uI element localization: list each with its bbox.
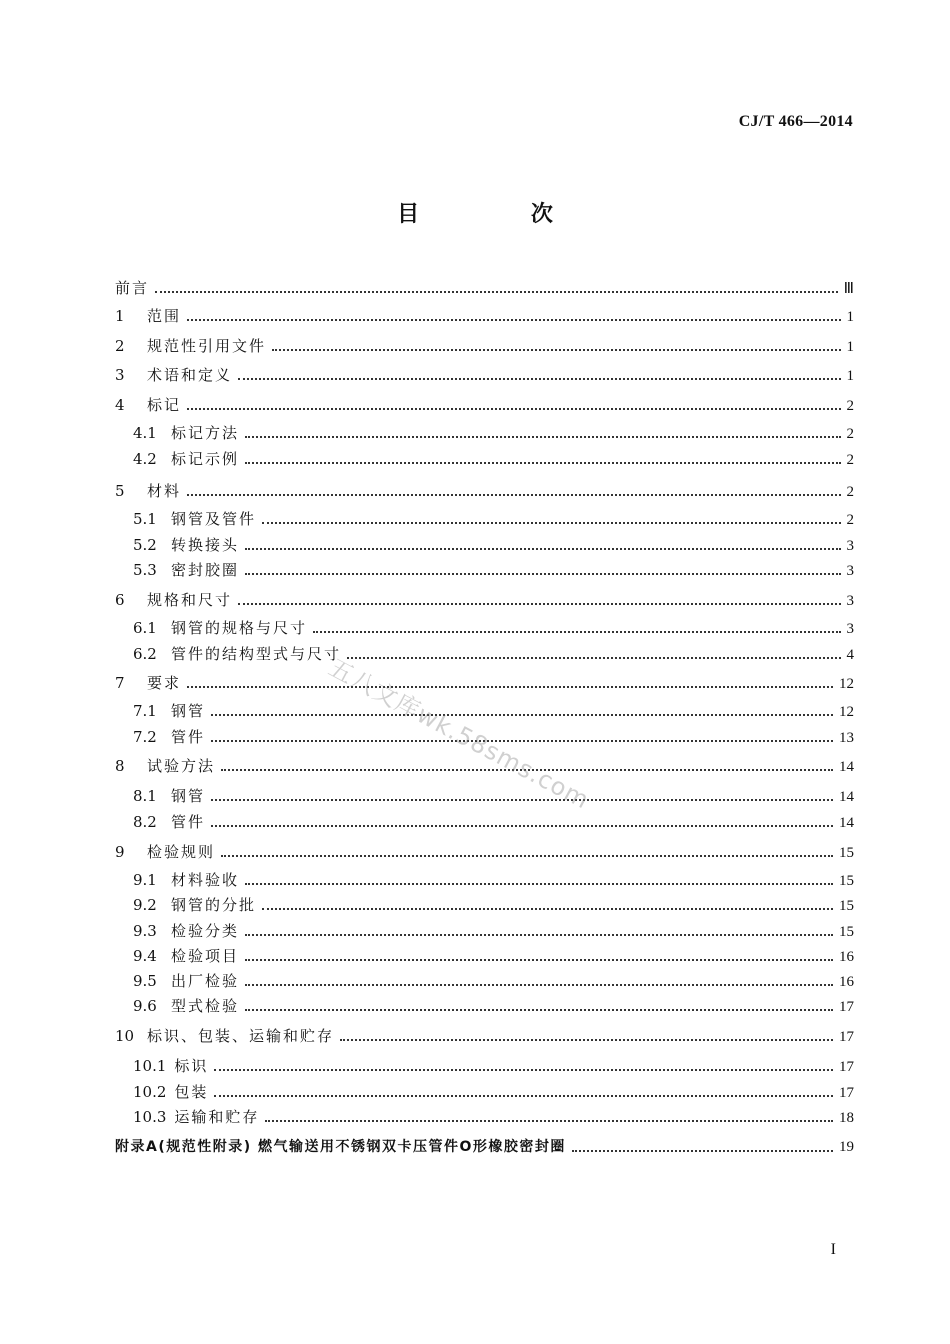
toc-entry-page: 15 (839, 873, 854, 889)
toc-entry-page: 19 (839, 1139, 854, 1155)
toc-entry-title: 管件 (171, 813, 206, 831)
toc-entry (115, 1136, 854, 1158)
dot-leader (214, 1068, 833, 1071)
toc-entry-title: 钢管的规格与尺寸 (171, 619, 308, 637)
toc-entry-title: 密封胶圈 (171, 561, 240, 579)
toc-entry-number: 9.4 (133, 947, 157, 965)
toc-entry-number: 9.1 (133, 871, 157, 889)
toc-entry-title: 管件 (171, 728, 206, 746)
toc-entry-title: 检验分类 (171, 922, 240, 940)
toc-entry-page: 12 (839, 704, 854, 720)
toc-entry-title: 钢管的分批 (171, 896, 257, 914)
toc-entry (133, 1081, 854, 1103)
toc-entry (133, 995, 854, 1017)
toc-entry (115, 1025, 854, 1047)
toc-entry (133, 448, 854, 470)
dot-leader (245, 933, 833, 936)
toc-entry-page: 14 (839, 759, 854, 775)
toc-entry-number: 7 (115, 674, 125, 692)
toc-entry-number: 6.2 (133, 645, 157, 663)
toc-entry-number: 5.3 (133, 561, 157, 579)
toc-entry-title: 运输和贮存 (174, 1108, 260, 1126)
dot-leader (187, 685, 833, 688)
dot-leader (262, 907, 833, 910)
dot-leader (211, 739, 833, 742)
toc-entry-title: 要求 (147, 674, 182, 692)
toc-entry-number: 4.2 (133, 450, 157, 468)
toc-entry-page: 16 (839, 974, 854, 990)
toc-entry-page: 4 (846, 647, 854, 663)
toc-entry-page: 3 (846, 621, 854, 637)
toc-entry-title: 检验项目 (171, 947, 240, 965)
toc-entry-page: 1 (846, 339, 854, 355)
dot-leader (245, 461, 840, 464)
toc-entry-title: 范围 (147, 307, 182, 325)
dot-leader (340, 1038, 833, 1041)
toc-entry-title: 规范性引用文件 (147, 337, 267, 355)
toc-entry-number: 9.2 (133, 896, 157, 914)
dot-leader (245, 958, 833, 961)
toc-entry-number: 9.3 (133, 922, 157, 940)
dot-leader (245, 1008, 833, 1011)
toc-entry-page: 2 (846, 398, 854, 414)
toc-entry-title: 包装 (174, 1083, 209, 1101)
dot-leader (211, 713, 833, 716)
toc-entry-number: 10.2 (133, 1083, 167, 1101)
toc-entry-page: 17 (839, 1059, 854, 1075)
toc-entry-title: 型式检验 (171, 997, 240, 1015)
toc-entry (115, 672, 854, 694)
toc-entry-page: 17 (839, 999, 854, 1015)
toc-entry-page: 2 (846, 484, 854, 500)
toc-entry-number: 2 (115, 337, 125, 355)
toc-entry (133, 1055, 854, 1077)
dot-leader (187, 407, 840, 410)
dot-leader (155, 290, 838, 293)
dot-leader (245, 572, 840, 575)
toc-entry (115, 364, 854, 386)
toc-entry (115, 589, 854, 611)
toc-entry-number: 9.6 (133, 997, 157, 1015)
toc-entry-page: 16 (839, 949, 854, 965)
toc-entry-title: 标识、包装、运输和贮存 (147, 1027, 335, 1045)
toc-title: 目 次 (397, 202, 605, 227)
toc-entry-number: 8.2 (133, 813, 157, 831)
page-number: I (830, 1241, 836, 1258)
toc-entry (133, 785, 854, 807)
toc-entry-title: 出厂检验 (171, 972, 240, 990)
toc-entry (133, 643, 854, 665)
toc-entry-page: 17 (839, 1029, 854, 1045)
toc-entry-page: 3 (846, 593, 854, 609)
toc-entry-page: 3 (846, 538, 854, 554)
toc-entry (133, 920, 854, 942)
standard-code: CJ/T 466—2014 (738, 113, 853, 130)
toc-entry-number: 10 (115, 1027, 135, 1045)
toc-entry-page: 2 (846, 426, 854, 442)
toc-entry-page: 3 (846, 563, 854, 579)
toc-entry (115, 305, 854, 327)
toc-entry-number: 1 (115, 307, 125, 325)
dot-leader (265, 1119, 833, 1122)
toc-entry-page: 17 (839, 1085, 854, 1101)
toc-entry (133, 559, 854, 581)
toc-entry (115, 335, 854, 357)
toc-entry-page: 14 (839, 815, 854, 831)
toc-entry (133, 869, 854, 891)
dot-leader (211, 798, 833, 801)
toc-entry-number: 4.1 (133, 424, 157, 442)
toc-entry-number: 4 (115, 396, 125, 414)
toc-entry-title: 标记方法 (171, 424, 240, 442)
toc-entry-title: 管件的结构型式与尺寸 (171, 645, 342, 663)
toc-entry-number: 6 (115, 591, 125, 609)
toc-entry (115, 277, 854, 299)
toc-entry-number: 8.1 (133, 787, 157, 805)
toc-entry-page: Ⅲ (843, 281, 854, 297)
toc-entry-title: 试验方法 (147, 757, 216, 775)
toc-entry-title: 钢管 (171, 787, 206, 805)
toc-entry (133, 508, 854, 530)
toc-entry-title: 前言 (115, 279, 150, 297)
toc-entry (133, 1106, 854, 1128)
toc-entry-number: 10.3 (133, 1108, 167, 1126)
toc-entry-page: 1 (846, 368, 854, 384)
toc-entry-page: 2 (846, 452, 854, 468)
dot-leader (211, 824, 833, 827)
toc-entry (115, 841, 854, 863)
toc-entry-number: 7.1 (133, 702, 157, 720)
dot-leader (347, 656, 840, 659)
toc-entry-number: 3 (115, 366, 125, 384)
toc-entry-title: 材料验收 (171, 871, 240, 889)
toc-entry (133, 700, 854, 722)
toc-entry (133, 422, 854, 444)
toc-entry-page: 15 (839, 924, 854, 940)
toc-entry-title: 术语和定义 (147, 366, 233, 384)
toc-entry (133, 894, 854, 916)
toc-entry-page: 12 (839, 676, 854, 692)
dot-leader (238, 602, 840, 605)
toc-entry-number: 10.1 (133, 1057, 167, 1075)
toc-entry-page: 1 (846, 309, 854, 325)
toc-entry (115, 480, 854, 502)
dot-leader (221, 854, 833, 857)
toc-entry-number: 9 (115, 843, 125, 861)
toc-entry-page: 14 (839, 789, 854, 805)
toc-entry-title: 标记 (147, 396, 182, 414)
toc-entry-title: 钢管 (171, 702, 206, 720)
toc-entry (133, 617, 854, 639)
toc-entry-number: 5.1 (133, 510, 157, 528)
toc-entry-number: 5.2 (133, 536, 157, 554)
toc-entry-title: 标记示例 (171, 450, 240, 468)
toc-entry (133, 945, 854, 967)
dot-leader (245, 882, 833, 885)
toc-entry (115, 394, 854, 416)
toc-entry-page: 13 (839, 730, 854, 746)
toc-entry (133, 970, 854, 992)
toc-entry-title: 钢管及管件 (171, 510, 257, 528)
dot-leader (214, 1094, 833, 1097)
watermark: 五八文库wk.58sms.com (324, 653, 595, 815)
dot-leader (245, 547, 840, 550)
toc-entry-title: 标识 (174, 1057, 209, 1075)
toc-entry-title: 材料 (147, 482, 182, 500)
toc-entry-page: 15 (839, 898, 854, 914)
toc-entry-number: 5 (115, 482, 125, 500)
dot-leader (262, 521, 840, 524)
dot-leader (313, 630, 840, 633)
toc-entry-page: 15 (839, 845, 854, 861)
toc-entry-title: 转换接头 (171, 536, 240, 554)
toc-entry-title: 检验规则 (147, 843, 216, 861)
toc-entry-number: 8 (115, 757, 125, 775)
toc-entry (133, 811, 854, 833)
toc-entry-page: 18 (839, 1110, 854, 1126)
dot-leader (272, 348, 840, 351)
dot-leader (245, 435, 840, 438)
toc-entry-title: 规格和尺寸 (147, 591, 233, 609)
toc-entry-title: 附录A(规范性附录) 燃气输送用不锈钢双卡压管件O形橡胶密封圈 (115, 1139, 566, 1155)
toc-entry (133, 534, 854, 556)
toc-entry-number: 7.2 (133, 728, 157, 746)
dot-leader (572, 1149, 833, 1152)
toc-entry-number: 9.5 (133, 972, 157, 990)
dot-leader (187, 318, 840, 321)
dot-leader (245, 983, 833, 986)
toc-entry-number: 6.1 (133, 619, 157, 637)
dot-leader (238, 377, 840, 380)
dot-leader (187, 493, 840, 496)
toc-entry-page: 2 (846, 512, 854, 528)
